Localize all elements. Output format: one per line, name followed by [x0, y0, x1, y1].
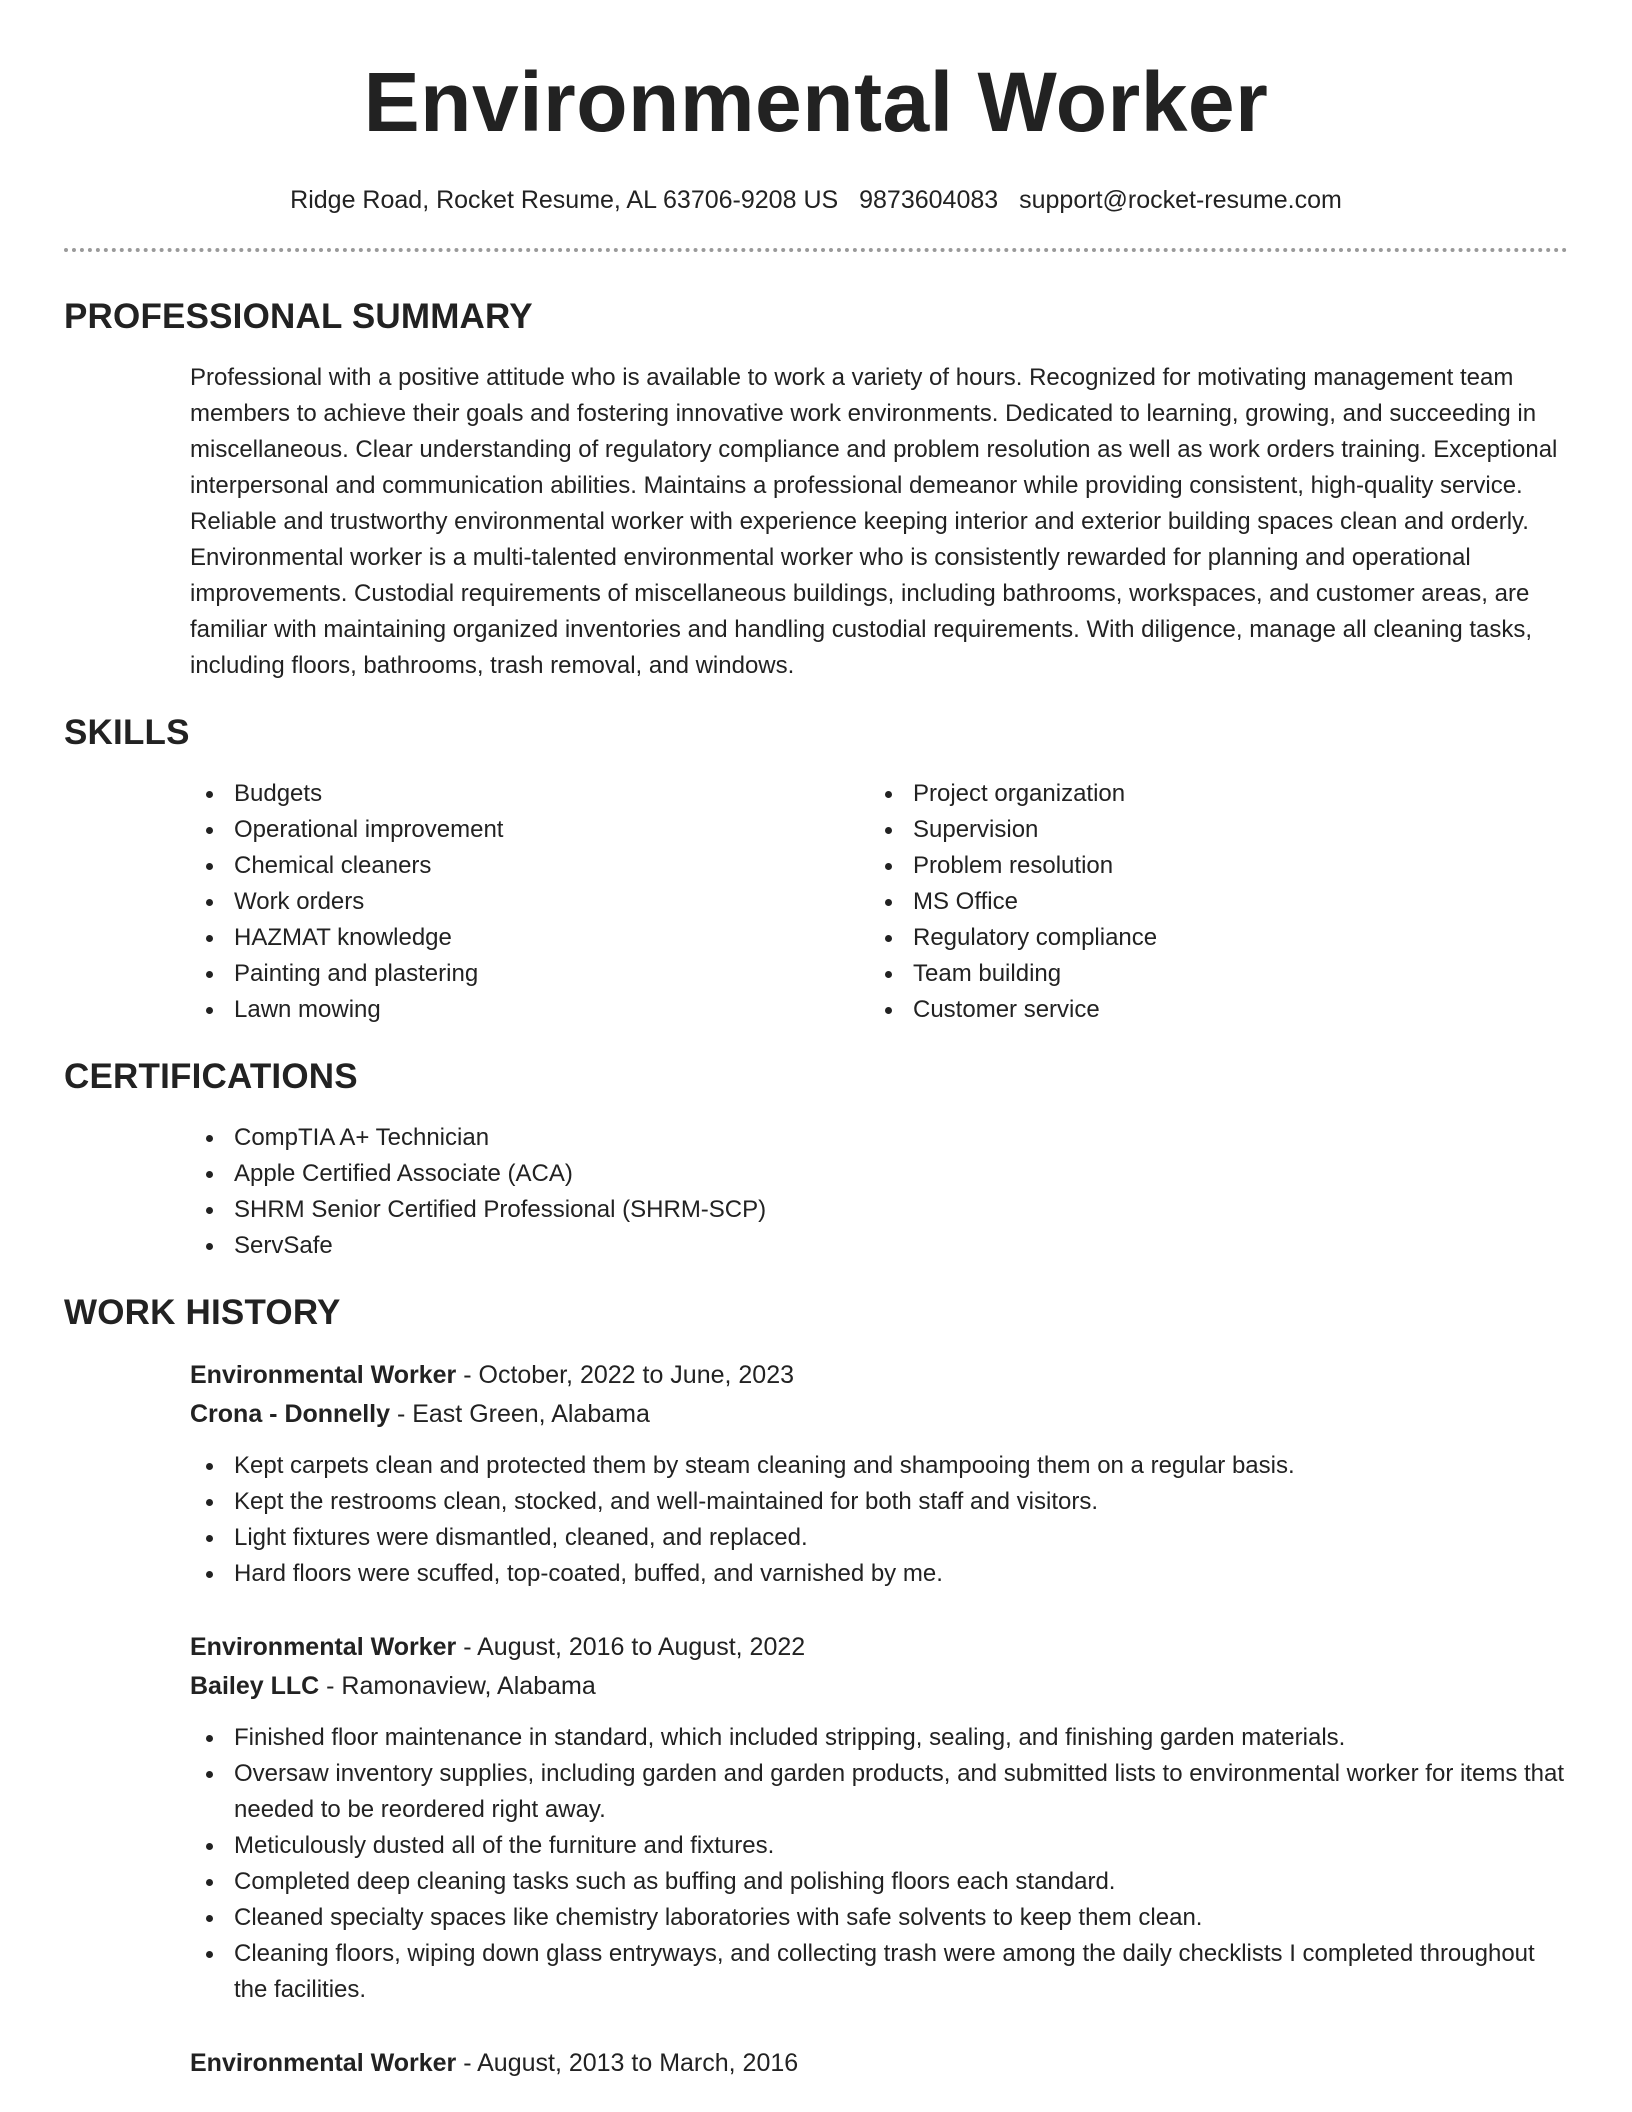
bullet-icon — [206, 1243, 213, 1250]
job-company: Crona - Donnelly — [190, 1400, 391, 1428]
job-location: - Ramonaview, Alabama — [319, 1672, 596, 1700]
bullet-icon — [206, 1535, 213, 1542]
skill-item: Supervision — [869, 812, 1548, 848]
job-title-line — [190, 1356, 1568, 1395]
summary-text: Professional with a positive attitude who is available to work a variety of hours. Recognized for motivating management team members to achieve their goals and fostering innovative work environments. Dedicated to learning, growing, and succeeding in miscellaneous. Clear understanding of regulatory compliance and problem resolution as well as work orders training. Exceptional interpersonal and communication abilities. Maintains a professional demeanor while providing consistent, high-quality service. Reliable and trustworthy environmental worker with experience keeping interior and exterior building spaces clean and orderly. Environmental worker is a multi-talented environmental worker who is consistently rewarded for planning and operational improvements. Custodial requirements of miscellaneous buildings, including bathrooms, workspaces, and customer areas, are familiar with maintaining organized inventories and handling custodial requirements. With diligence, manage all cleaning tasks, including floors, bathrooms, trash removal, and windows. — [190, 364, 1558, 679]
certification-item: CompTIA A+ Technician — [190, 1120, 1568, 1156]
bullet-icon — [206, 899, 213, 906]
skill-item: Customer service — [869, 992, 1548, 1028]
skill-item: Team building — [869, 956, 1548, 992]
summary-section — [64, 296, 1568, 684]
bullet-icon — [206, 791, 213, 798]
header-divider — [64, 248, 1568, 252]
duty-item: Light fixtures were dismantled, cleaned, and replaced. — [190, 1520, 1568, 1556]
job-role: Environmental Worker — [190, 1633, 457, 1661]
skill-item: MS Office — [869, 884, 1548, 920]
job-title-line — [190, 1628, 1568, 1667]
bullet-icon — [206, 1499, 213, 1506]
bullet-icon — [206, 1771, 213, 1778]
bullet-icon — [885, 791, 892, 798]
skill-item: Budgets — [190, 776, 869, 812]
certifications-heading: CERTIFICATIONS — [64, 1057, 358, 1096]
skill-item: Lawn mowing — [190, 992, 869, 1028]
skill-item: Painting and plastering — [190, 956, 869, 992]
bullet-icon — [206, 935, 213, 942]
bullet-icon — [885, 863, 892, 870]
job-entry — [190, 1628, 1568, 2008]
duty-item: Hard floors were scuffed, top-coated, buffed, and varnished by me. — [190, 1556, 1568, 1592]
skill-item: HAZMAT knowledge — [190, 920, 869, 956]
work-history-section — [64, 1292, 1568, 2083]
job-company-line — [190, 1667, 1568, 1706]
skills-list-right — [869, 776, 1548, 1028]
contact-email[interactable]: support@rocket-resume.com — [1019, 186, 1342, 214]
skill-item: Regulatory compliance — [869, 920, 1548, 956]
job-location: - East Green, Alabama — [390, 1400, 650, 1428]
job-entry — [190, 2044, 1568, 2083]
bullet-icon — [206, 1135, 213, 1142]
job-dates: - October, 2022 to June, 2023 — [456, 1361, 795, 1389]
certification-item: SHRM Senior Certified Professional (SHRM-SCP) — [190, 1192, 1568, 1228]
bullet-icon — [206, 1843, 213, 1850]
job-company-line — [190, 1395, 1568, 1434]
bullet-icon — [206, 1463, 213, 1470]
contact-line — [64, 184, 1568, 216]
contact-phone: 9873604083 — [859, 186, 999, 214]
duty-item: Completed deep cleaning tasks such as buffing and polishing floors each standard. — [190, 1864, 1568, 1900]
skills-heading: SKILLS — [64, 713, 190, 752]
bullet-icon — [885, 827, 892, 834]
contact-address: Ridge Road, Rocket Resume, AL 63706-9208 US — [290, 186, 839, 214]
bullet-icon — [206, 863, 213, 870]
job-dates: - August, 2016 to August, 2022 — [456, 1633, 806, 1661]
duty-item: Oversaw inventory supplies, including garden and garden products, and submitted lists to environmental worker for items that needed to be reordered right away. — [190, 1756, 1568, 1828]
skill-item: Project organization — [869, 776, 1548, 812]
job-role: Environmental Worker — [190, 2049, 457, 2077]
certification-item: Apple Certified Associate (ACA) — [190, 1156, 1568, 1192]
duty-item: Kept carpets clean and protected them by steam cleaning and shampooing them on a regular basis. — [190, 1448, 1568, 1484]
bullet-icon — [885, 971, 892, 978]
job-company: Bailey LLC — [190, 1672, 320, 1700]
duty-item: Cleaned specialty spaces like chemistry laboratories with safe solvents to keep them clean. — [190, 1900, 1568, 1936]
skills-section — [64, 712, 1568, 1028]
job-dates: - August, 2013 to March, 2016 — [456, 2049, 799, 2077]
summary-heading: PROFESSIONAL SUMMARY — [64, 297, 533, 336]
skill-item: Work orders — [190, 884, 869, 920]
work-history-heading: WORK HISTORY — [64, 1293, 341, 1332]
bullet-icon — [206, 1171, 213, 1178]
candidate-name: Environmental Worker — [363, 55, 1269, 149]
certification-item: ServSafe — [190, 1228, 1568, 1264]
bullet-icon — [206, 1915, 213, 1922]
bullet-icon — [885, 935, 892, 942]
duty-item: Meticulously dusted all of the furniture and fixtures. — [190, 1828, 1568, 1864]
certifications-section — [64, 1056, 1568, 1264]
bullet-icon — [206, 1879, 213, 1886]
skills-grid — [190, 776, 1568, 1028]
bullet-icon — [206, 1735, 213, 1742]
bullet-icon — [206, 1007, 213, 1014]
skill-item: Operational improvement — [190, 812, 869, 848]
job-duties — [190, 1720, 1568, 2008]
skill-item: Chemical cleaners — [190, 848, 869, 884]
certifications-list — [190, 1120, 1568, 1264]
job-duties — [190, 1448, 1568, 1592]
job-title-line — [190, 2044, 1568, 2083]
job-entry — [190, 1356, 1568, 1592]
bullet-icon — [206, 827, 213, 834]
bullet-icon — [206, 1571, 213, 1578]
bullet-icon — [206, 1951, 213, 1958]
bullet-icon — [206, 971, 213, 978]
bullet-icon — [885, 1007, 892, 1014]
skill-item: Problem resolution — [869, 848, 1548, 884]
duty-item: Cleaning floors, wiping down glass entryways, and collecting trash were among the daily checklists I completed throughout the facilities. — [190, 1936, 1568, 2008]
skills-list-left — [190, 776, 869, 1028]
duty-item: Kept the restrooms clean, stocked, and well-maintained for both staff and visitors. — [190, 1484, 1568, 1520]
bullet-icon — [885, 899, 892, 906]
duty-item: Finished floor maintenance in standard, which included stripping, sealing, and finishing garden materials. — [190, 1720, 1568, 1756]
bullet-icon — [206, 1207, 213, 1214]
job-role: Environmental Worker — [190, 1361, 457, 1389]
